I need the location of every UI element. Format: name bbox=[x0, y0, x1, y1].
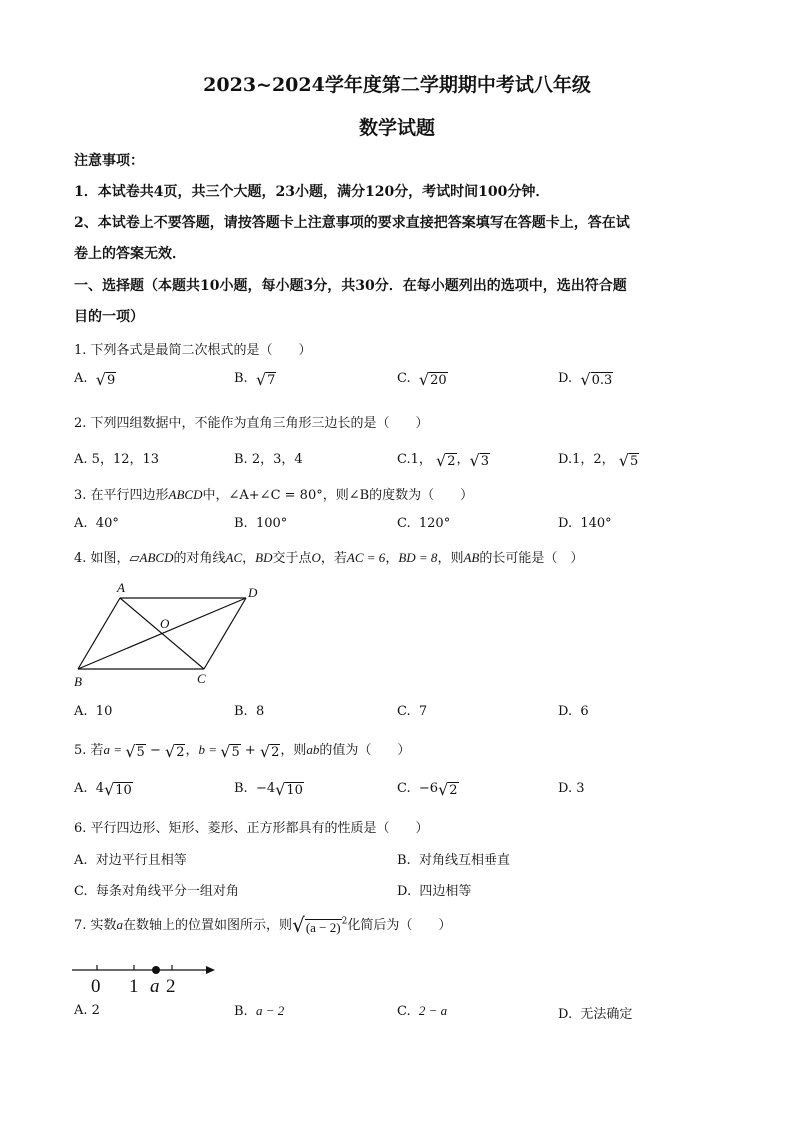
vertex-label-a: A bbox=[117, 580, 125, 595]
stem-text: 交于点 bbox=[272, 551, 312, 566]
q1-option-b: B. √ 7 bbox=[234, 370, 276, 389]
option-label: B. bbox=[234, 452, 248, 467]
stem-text: 化简后为（ ） bbox=[347, 918, 452, 933]
option-label: C. bbox=[397, 781, 411, 796]
option-text: 2，3，4 bbox=[251, 452, 303, 467]
q4-option-b bbox=[234, 704, 264, 719]
exponent: 2 bbox=[341, 916, 348, 927]
option-label: C. bbox=[397, 516, 411, 531]
option-text: 10 bbox=[95, 704, 113, 719]
stem-text: ，则 bbox=[280, 743, 307, 758]
stem-text: 4. 如图， bbox=[74, 551, 130, 566]
number-line-figure bbox=[68, 955, 228, 997]
axis-label-1: 1 bbox=[129, 976, 139, 997]
option-label: C. bbox=[397, 704, 411, 719]
stem-var: O bbox=[311, 550, 321, 565]
section-heading-line2: 目的一项） bbox=[74, 309, 144, 325]
option-label: A. bbox=[74, 452, 88, 467]
option-label: C. bbox=[397, 452, 411, 467]
question-3-stem bbox=[74, 484, 473, 503]
q2-option-c: C.1， √ 2 ， √ 3 bbox=[397, 451, 490, 470]
question-7-stem: 7. 实数a在数轴上的位置如图所示，则 √ (a − 2) $^2$化简后为（ ） bbox=[74, 913, 452, 937]
option-label: A. bbox=[74, 516, 88, 531]
stem-var: BD = 8 bbox=[398, 550, 438, 565]
option-coef: −6 bbox=[418, 781, 439, 796]
radicand: 5 bbox=[136, 745, 145, 760]
option-text: 100° bbox=[255, 516, 288, 531]
radicand: 2 bbox=[447, 454, 456, 469]
operator: − bbox=[145, 743, 165, 758]
option-label: C. bbox=[397, 371, 411, 386]
q2-option-b bbox=[234, 448, 303, 467]
option-text: a − 2 bbox=[255, 1003, 285, 1018]
option-text: 140° bbox=[580, 516, 612, 531]
q7-option-d bbox=[558, 1003, 632, 1022]
diagonal-bd bbox=[78, 598, 246, 669]
question-5-stem: 5. 若a = √ 5 − √ 2 ，b = √ 5 + √ 2 ，则ab的值为（ ） bbox=[74, 742, 411, 761]
question-6-stem: 6. 平行四边形、矩形、菱形、正方形都具有的性质是（ ） bbox=[74, 821, 429, 836]
radicand: 9 bbox=[107, 373, 116, 388]
q4-option-c bbox=[397, 704, 427, 719]
stem-var: ab bbox=[306, 742, 320, 757]
q4-option-a bbox=[74, 704, 112, 719]
option-text: 6 bbox=[580, 704, 589, 719]
edge-dc bbox=[204, 598, 246, 669]
question-1-stem: 1. 下列各式是最简二次根式的是（ ） bbox=[74, 343, 312, 358]
option-text: 2 bbox=[91, 1003, 100, 1018]
option-text: 2 − a bbox=[418, 1003, 448, 1018]
option-label: C. bbox=[397, 1004, 411, 1019]
stem-var: b = bbox=[198, 742, 221, 757]
option-text: 对角线互相垂直 bbox=[418, 853, 510, 868]
radicand: 7 bbox=[267, 373, 276, 388]
option-text: 1， bbox=[410, 452, 432, 467]
q5-option-c: C. −6 √ 2 bbox=[397, 780, 458, 799]
stem-text: 的度数为（ ） bbox=[369, 488, 474, 503]
radicand: 2 bbox=[271, 745, 280, 760]
vertex-label-c: C bbox=[197, 671, 206, 686]
q6-option-b bbox=[397, 849, 510, 868]
section-heading-line1: 一、选择题（本题共10小题，每小题3分，共30分．在每小题列出的选项中，选出符合题 bbox=[74, 278, 627, 294]
option-text: 5，12，13 bbox=[91, 452, 160, 467]
q6-option-c bbox=[74, 880, 239, 899]
option-label: D. bbox=[558, 516, 573, 531]
stem-var: ABCD bbox=[139, 550, 174, 565]
option-text: 无法确定 bbox=[580, 1007, 633, 1022]
radicand: 0.3 bbox=[591, 373, 613, 388]
option-label: D. bbox=[558, 452, 573, 467]
q3-option-b bbox=[234, 516, 287, 531]
option-label: A. bbox=[74, 853, 88, 868]
stem-text: ， bbox=[242, 551, 256, 566]
q2-option-d: D.1，2， √ 5 bbox=[558, 451, 639, 470]
option-label: A. bbox=[74, 781, 88, 796]
point-label-o: O bbox=[160, 616, 170, 631]
option-label: A. bbox=[74, 371, 88, 386]
q3-option-d bbox=[558, 516, 612, 531]
q3-option-c bbox=[397, 516, 450, 531]
option-label: B. bbox=[234, 704, 248, 719]
q2-option-a bbox=[74, 448, 159, 467]
operator: + bbox=[240, 743, 260, 758]
q1-option-a: A. √ 9 bbox=[74, 370, 116, 389]
option-coef: −4 bbox=[255, 781, 276, 796]
stem-text: ，若 bbox=[320, 551, 347, 566]
radicand: 2 bbox=[176, 745, 185, 760]
option-label: B. bbox=[397, 853, 411, 868]
stem-text: ， bbox=[185, 743, 199, 758]
stem-var: AC bbox=[225, 550, 243, 565]
notes-item-2-line1: 2、本试卷上不要答题，请按答题卡上注意事项的要求直接把答案填写在答题卡上，答在试 bbox=[74, 215, 630, 231]
option-text: 对边平行且相等 bbox=[95, 853, 187, 868]
option-label: D. bbox=[558, 1007, 573, 1022]
stem-var: AC = 6 bbox=[346, 550, 386, 565]
q4-option-d bbox=[558, 704, 589, 719]
option-label: D. bbox=[558, 704, 573, 719]
exam-subtitle: 数学试题 bbox=[358, 117, 435, 139]
radicand: 10 bbox=[286, 783, 303, 798]
option-text: 每条对角线平分一组对角 bbox=[95, 884, 239, 899]
stem-text: 的对角线 bbox=[173, 551, 226, 566]
option-label: D. bbox=[558, 781, 573, 796]
option-label: D. bbox=[558, 371, 573, 386]
q7-option-b bbox=[234, 1003, 284, 1019]
stem-text: 中，∠A+∠C = 80°，则∠B bbox=[202, 488, 370, 503]
axis-arrow-icon bbox=[206, 966, 215, 974]
q1-option-c: C. √ 20 bbox=[397, 370, 447, 389]
option-text: 7 bbox=[418, 704, 428, 719]
option-label: A. bbox=[74, 1003, 88, 1018]
exam-title: 2023~2024学年度第二学期期中考试八年级 bbox=[203, 74, 591, 96]
vertex-label-d: D bbox=[248, 585, 258, 600]
option-label: B. bbox=[234, 516, 248, 531]
q5-option-d bbox=[558, 781, 585, 796]
stem-text: 7. 实数 bbox=[74, 918, 117, 933]
stem-var: a bbox=[116, 917, 124, 932]
stem-text: ，则 bbox=[437, 551, 464, 566]
notes-item-2-line2: 卷上的答案无效． bbox=[74, 246, 186, 262]
point-a bbox=[152, 966, 160, 974]
option-label: C. bbox=[74, 884, 88, 899]
q6-option-a bbox=[74, 849, 187, 868]
radicand: 20 bbox=[430, 373, 447, 388]
stem-var: a = bbox=[103, 742, 126, 757]
axis-label-a: a bbox=[150, 976, 160, 997]
option-text: 3 bbox=[576, 781, 585, 796]
option-text: 1，2， bbox=[572, 452, 615, 467]
stem-text: 3. 在平行四边形 bbox=[74, 488, 169, 503]
stem-text: 的长可能是（ ） bbox=[479, 551, 584, 566]
option-label: B. bbox=[234, 781, 248, 796]
notes-item-1: 1．本试卷共4页，共三个大题，23小题，满分120分，考试时间100分钟． bbox=[74, 184, 550, 200]
q5-option-a: A. 4 √ 10 bbox=[74, 780, 132, 799]
question-4-stem bbox=[74, 547, 583, 566]
q3-option-a bbox=[74, 516, 119, 531]
separator: ， bbox=[456, 452, 470, 467]
radicand: (a − 2) bbox=[305, 920, 341, 935]
axis-label-2: 2 bbox=[166, 976, 176, 997]
option-coef: 4 bbox=[95, 781, 105, 796]
radicand: 3 bbox=[480, 454, 490, 469]
option-label: D. bbox=[397, 884, 412, 899]
q7-option-a bbox=[74, 1003, 100, 1018]
stem-text: 在数轴上的位置如图所示，则 bbox=[123, 918, 293, 933]
option-label: A. bbox=[74, 704, 88, 719]
option-text: 40° bbox=[95, 516, 119, 531]
edge-ab bbox=[78, 598, 120, 669]
radicand: 5 bbox=[231, 745, 240, 760]
stem-var: BD bbox=[255, 550, 273, 565]
option-text: 四边相等 bbox=[419, 884, 472, 899]
radicand: 10 bbox=[115, 783, 132, 798]
q1-option-d: D. √ 0.3 bbox=[558, 370, 613, 389]
vertex-label-b: B bbox=[74, 674, 82, 689]
question-2-stem: 2. 下列四组数据中，不能作为直角三角形三边长的是（ ） bbox=[74, 416, 429, 431]
stem-var: ABCD bbox=[168, 487, 203, 502]
option-label: B. bbox=[234, 1004, 248, 1019]
radicand: 2 bbox=[449, 783, 458, 798]
stem-text: ， bbox=[385, 551, 399, 566]
parallelogram-figure bbox=[68, 578, 268, 690]
radicand: 5 bbox=[629, 454, 639, 469]
option-label: B. bbox=[234, 371, 248, 386]
axis-label-0: 0 bbox=[91, 976, 101, 997]
stem-text: 5. 若 bbox=[74, 743, 104, 758]
parallelogram-symbol: ▱ bbox=[129, 551, 140, 566]
stem-var: AB bbox=[463, 550, 480, 565]
option-text: 8 bbox=[255, 704, 265, 719]
option-text: 120° bbox=[418, 516, 451, 531]
stem-text: 的值为（ ） bbox=[319, 743, 411, 758]
q6-option-d bbox=[397, 880, 471, 899]
notes-heading: 注意事项： bbox=[74, 153, 144, 169]
q5-option-b: B. −4 √ 10 bbox=[234, 780, 303, 799]
q7-option-c bbox=[397, 1003, 447, 1019]
